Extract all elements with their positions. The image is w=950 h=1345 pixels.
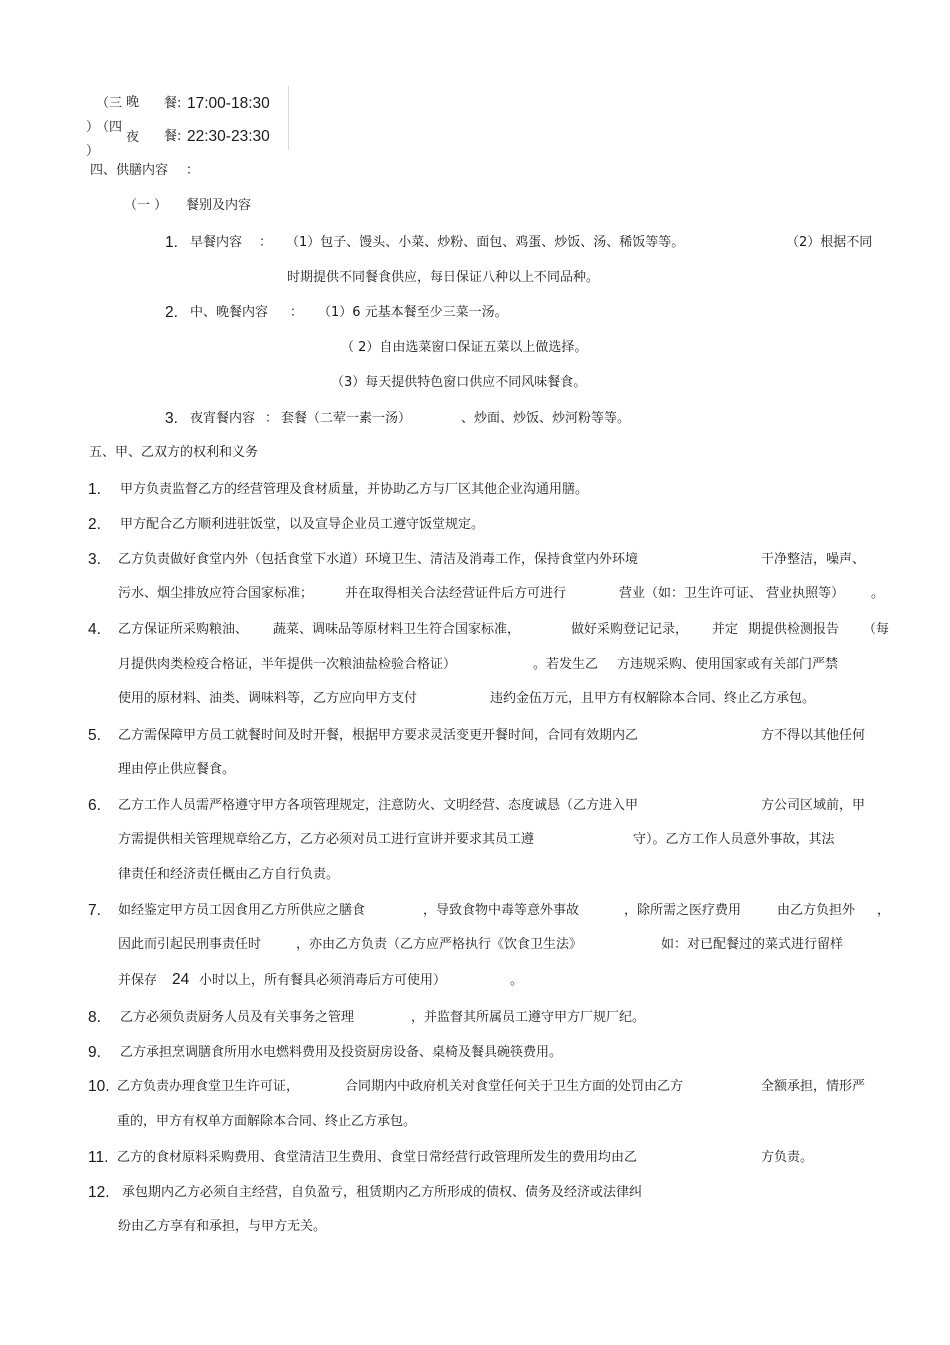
clause4-line1: （每 (863, 622, 890, 637)
clause7-line1: ，导致食物中毒等意外事故 (423, 903, 580, 918)
dinner-time: 17:00-18:30 (187, 95, 270, 112)
clause3-line1: 乙方负责做好食堂内外（包括食堂下水道）环境卫生、清洁及消毒工作，保持食堂内外环境 (118, 552, 639, 567)
clause12-line2: 纷由乙方享有和承担，与甲方无关。 (118, 1219, 327, 1234)
clause4-line3: 使用的原材料、油类、调味料等，乙方应向甲方支付 (118, 691, 418, 706)
clause7-line3: 并保存 (118, 973, 158, 988)
clause4-line1: 蔬菜、调味品等原材料卫生符合国家标准， (273, 622, 521, 637)
dinner-name-2: 餐: (164, 96, 182, 111)
dinner-marker-open: （三 (96, 96, 123, 111)
clause5-number: 5. (88, 727, 101, 744)
clause7-line1: 如经鉴定甲方员工因食用乙方所供应之膳食 (118, 903, 366, 918)
night-time: 22:30-23:30 (187, 128, 270, 145)
clause4-number: 4. (88, 621, 101, 638)
clause3-line2: 污水、烟尘排放应符合国家标准； (118, 586, 314, 601)
item2-colon: ： (290, 305, 304, 320)
section4-sub1-marker: （一 ） (124, 198, 168, 213)
clause7-line2: ，亦由乙方负责（乙方应严格执行《饮食卫生法》 (296, 937, 583, 952)
clause7-line1: ，除所需之医疗费用 (624, 903, 742, 918)
clause5-line2: 理由停止供应餐食。 (118, 762, 236, 777)
item2-line2: （ 2）自由选菜窗口保证五菜以上做选择。 (341, 340, 588, 355)
clause10-line1: 乙方负责办理食堂卫生许可证， (117, 1079, 300, 1094)
clause7-line1: ， (877, 903, 891, 918)
clause7-number: 7. (88, 902, 101, 919)
item2-number: 2. (165, 304, 178, 321)
clause7-line2: 如：对已配餐过的菜式进行留样 (661, 937, 844, 952)
clause1-text: 甲方负责监督乙方的经营管理及食材质量，并协助乙方与厂区其他企业沟通用膳。 (120, 482, 589, 497)
clause5-line1: 乙方需保障甲方员工就餐时间及时开餐，根据甲方要求灵活变更开餐时间，合同有效期内乙 (118, 728, 639, 743)
night-name-1: 夜 (126, 130, 140, 145)
clause4-line1: 乙方保证所采购粮油、 (118, 622, 249, 637)
clause4-line1: 并定 (712, 622, 739, 637)
item3-label: 夜宵餐内容 (190, 411, 256, 426)
item3-colon: ： (265, 411, 279, 426)
section4-sub1-title: 餐别及内容 (186, 198, 252, 213)
clause7-line3: 。 (510, 973, 524, 988)
clause11-text: 方负责。 (761, 1150, 814, 1165)
clause12-number: 12. (88, 1184, 110, 1201)
night-marker-open: （四 (96, 120, 123, 135)
clause3-line2: 。 (871, 586, 885, 601)
clause4-line1: 期提供检测报告 (748, 622, 840, 637)
section4-title-colon: ： (186, 163, 200, 178)
clause8-text: 乙方必须负责厨务人员及有关事务之管理 (120, 1010, 355, 1025)
clause6-line2: 方需提供相关管理规章给乙方，乙方必须对员工进行宣讲并要求其员工遵 (118, 832, 535, 847)
clause1-number: 1. (88, 481, 101, 498)
item1-label: 早餐内容 (190, 235, 243, 250)
item2-line3: （3）每天提供特色窗口供应不同风味餐食。 (331, 375, 587, 390)
item1-colon: ： (259, 235, 273, 250)
table-divider (288, 86, 289, 150)
clause9-number: 9. (88, 1044, 101, 1061)
clause10-line1: 全额承担，情形严 (761, 1079, 866, 1094)
clause3-line1: 干净整洁，噪声、 (761, 552, 866, 567)
clause3-number: 3. (88, 551, 101, 568)
item1-line2: 时期提供不同餐食供应，每日保证八种以上不同品种。 (287, 270, 600, 285)
clause11-text: 乙方的食材原料采购费用、食堂清洁卫生费用、食堂日常经营行政管理所发生的费用均由乙 (117, 1150, 638, 1165)
clause4-line2: 方违规采购、使用国家或有关部门严禁 (617, 657, 839, 672)
clause6-number: 6. (88, 797, 101, 814)
night-marker-close: ） (86, 144, 100, 159)
night-name-2: 餐: (164, 129, 182, 144)
item3-line1b: 、炒面、炒饭、炒河粉等等。 (461, 411, 631, 426)
section4-title: 四、供膳内容 (90, 163, 169, 178)
clause10-number: 10. (88, 1078, 110, 1095)
clause5-line1: 方不得以其他任何 (761, 728, 866, 743)
item1-number: 1. (165, 234, 178, 251)
dinner-name-1: 晚 (126, 95, 140, 110)
clause4-line2: 。若发生乙 (533, 657, 599, 672)
clause10-line1: 合同期内中政府机关对食堂任何关于卫生方面的处罚由乙方 (345, 1079, 684, 1094)
item1-line1a: （1）包子、馒头、小菜、炒粉、面包、鸡蛋、炒饭、汤、稀饭等等。 (286, 235, 685, 250)
clause2-number: 2. (88, 516, 101, 533)
clause8-text: ，并监督其所属员工遵守甲方厂规厂纪。 (411, 1010, 646, 1025)
section5-title: 五、甲、乙双方的权利和义务 (89, 445, 259, 460)
clause6-line1: 方公司区域前，甲 (761, 798, 866, 813)
clause8-number: 8. (88, 1009, 101, 1026)
clause4-line2: 月提供肉类检疫合格证，半年提供一次粮油盐检验合格证） (118, 657, 457, 672)
clause2-text: 甲方配合乙方顺利进驻饭堂，以及宣导企业员工遵守饭堂规定。 (120, 517, 485, 532)
item3-line1a: 套餐（二荤一素一汤） (281, 411, 412, 426)
clause6-line3: 律责任和经济责任概由乙方自行负责。 (118, 867, 340, 882)
clause3-line2: 并在取得相关合法经营证件后方可进行 (345, 586, 567, 601)
clause10-line2: 重的，甲方有权单方面解除本合同、终止乙方承包。 (117, 1114, 417, 1129)
item2-label: 中、晚餐内容 (190, 305, 269, 320)
clause7-line3-number: 24 (172, 971, 190, 988)
clause9-text: 乙方承担烹调膳食所用水电燃料费用及投资厨房设备、桌椅及餐具碗筷费用。 (120, 1045, 563, 1060)
clause4-line1: 做好采购登记记录， (571, 622, 689, 637)
clause4-line3: 违约金伍万元，且甲方有权解除本合同、终止乙方承包。 (490, 691, 816, 706)
clause6-line2: 守）。乙方工作人员意外事故，其法 (633, 832, 835, 847)
item3-number: 3. (165, 410, 178, 427)
clause7-line1: 由乙方负担外 (777, 903, 856, 918)
clause7-line3: 小时以上，所有餐具必须消毒后方可使用） (199, 973, 447, 988)
dinner-marker-close: ） (86, 120, 100, 135)
clause7-line2: 因此而引起民刑事责任时 (118, 937, 262, 952)
clause3-line2: 营业（如：卫生许可证、 营业执照等） (619, 586, 845, 601)
clause12-line1: 承包期内乙方必须自主经营，自负盈亏，租赁期内乙方所形成的债权、债务及经济或法律纠 (122, 1185, 643, 1200)
item1-line1b: （2）根据不同 (786, 235, 873, 250)
clause6-line1: 乙方工作人员需严格遵守甲方各项管理规定，注意防火、文明经营、态度诚恳（乙方进入甲 (118, 798, 639, 813)
clause11-number: 11. (88, 1149, 109, 1166)
item2-line1: （1）6 元基本餐至少三菜一汤。 (318, 305, 508, 320)
